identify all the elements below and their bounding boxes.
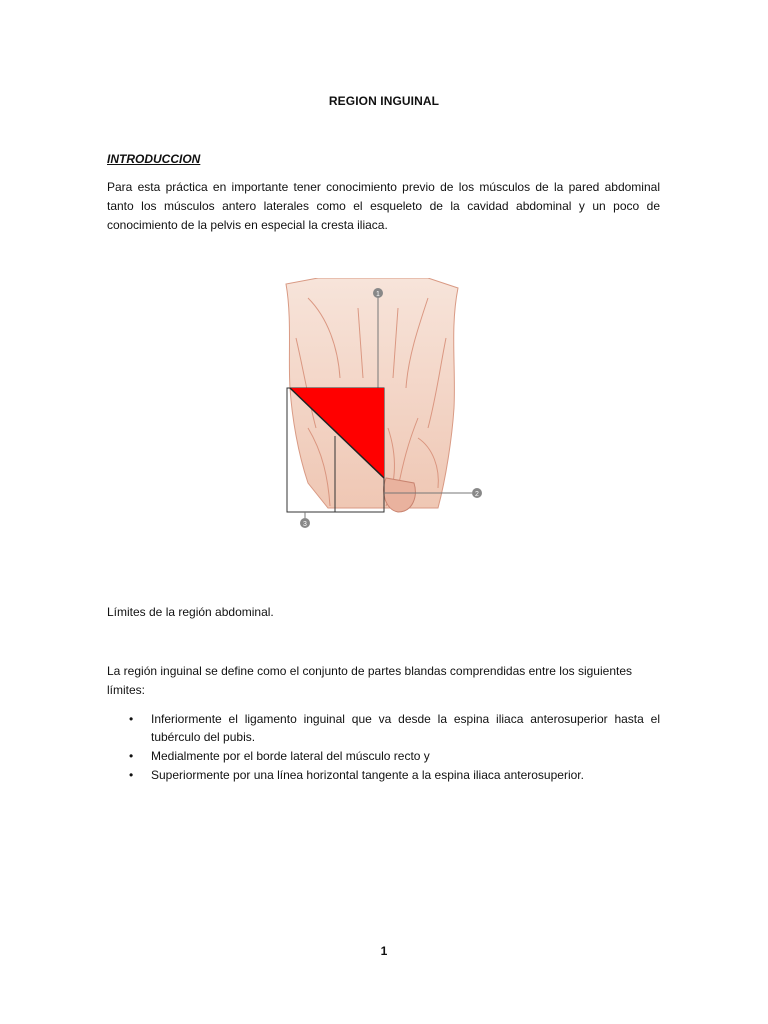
intro-paragraph: Para esta práctica en importante tener conocimiento previo de los músculos de la pared abdominal tanto los músculos antero laterales como el esqueleto de la cavidad abdominal y un poco de conocimiento de la pelvis en especial la cresta iliaca. [107,180,660,232]
bullet-icon: • [129,749,134,763]
list-item-text: Inferiormente el ligamento inguinal que va desde la espina iliaca anterosuperior hasta el tubérculo del pubis. [151,712,660,744]
bullet-icon: • [129,712,134,726]
marker-3-label: 3 [303,521,307,528]
page-title: REGION INGUINAL [328,94,440,108]
marker-1-label: 1 [376,291,380,298]
marker-2-label: 2 [475,491,479,498]
figure-caption: Límites de la región abdominal. [107,605,274,619]
list-item [107,710,660,746]
section-heading-introduccion: INTRODUCCION [107,152,201,166]
list-item [107,766,660,784]
list-item-text: Medialmente por el borde lateral del músculo recto y [151,749,430,763]
page-number: 1 [380,944,388,958]
limits-list [107,710,660,785]
list-item [107,747,660,765]
inguinal-region-figure [268,278,498,540]
bullet-icon: • [129,768,134,782]
anatomy-illustration [268,278,498,540]
definition-paragraph: La región inguinal se define como el conjunto de partes blandas comprendidas entre los siguientes límites: [107,664,633,697]
list-item-text: Superiormente por una línea horizontal tangente a la espina iliaca anterosuperior. [151,768,584,782]
